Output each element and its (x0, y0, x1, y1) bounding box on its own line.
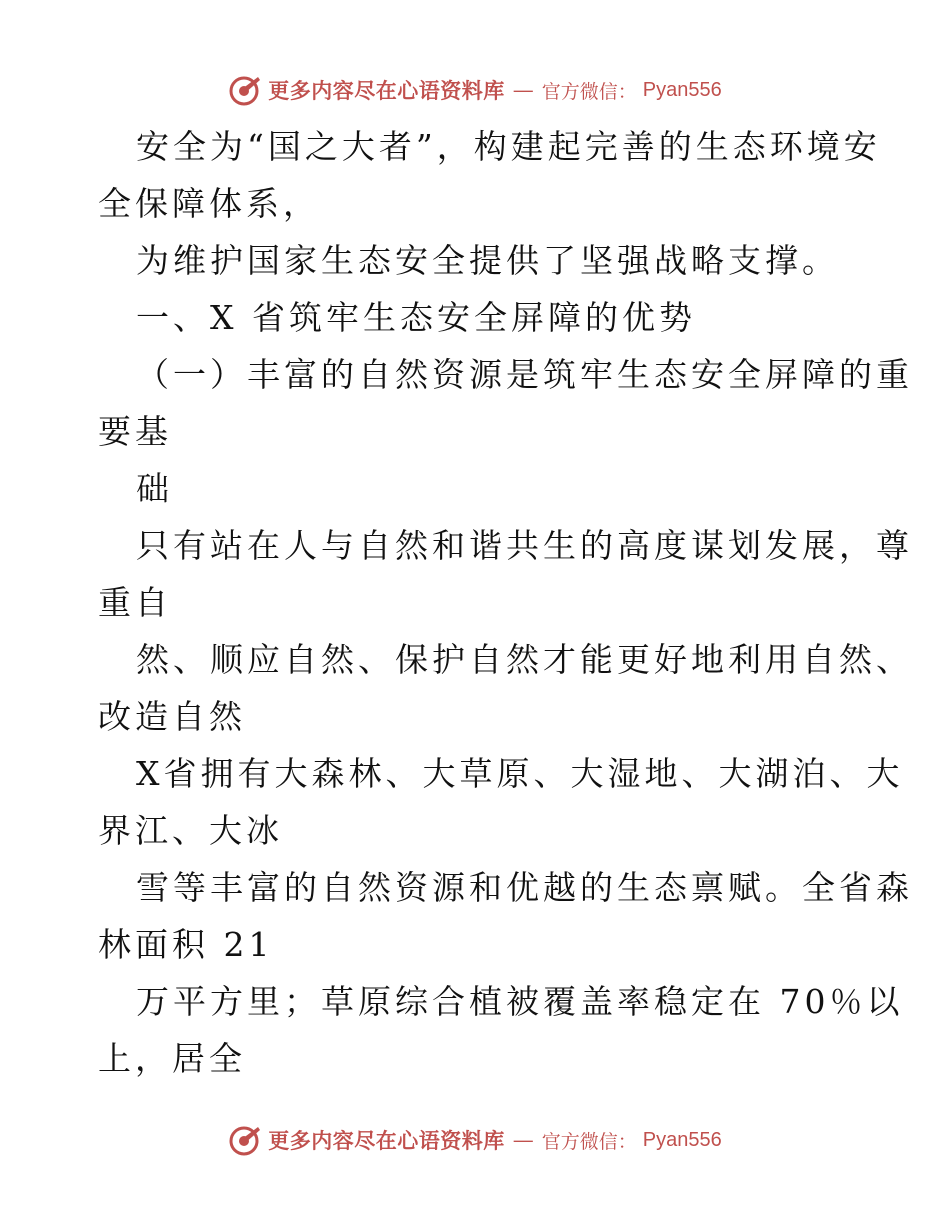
footer-banner-sub-text: 官方微信： (541, 1130, 637, 1153)
body-line: 林面积 21 (98, 925, 274, 964)
footer-banner-id-text: Pyan556 (642, 1128, 722, 1151)
body-line: 万平方里；草原综合植被覆盖率稳定在 70％以 (136, 982, 904, 1021)
body-line: 上，居全 (98, 1039, 246, 1078)
footer-banner-separator: — (512, 1128, 534, 1152)
document-body (98, 118, 913, 1087)
body-line: 要基 (98, 412, 172, 451)
body-line: 重自 (98, 583, 172, 622)
body-line: 界江、大冰 (98, 811, 283, 850)
footer-banner-inner (228, 1123, 721, 1157)
body-line: 雪等丰富的自然资源和优越的生态禀赋。全省森 (136, 868, 913, 907)
brand-logo-icon (228, 73, 262, 107)
header-banner-main-text: 更多内容尽在心语资料库 (268, 78, 505, 103)
header-banner-sub-text: 官方微信： (541, 80, 637, 103)
header-banner-separator: — (512, 78, 534, 102)
header-banner (0, 70, 950, 110)
body-line: X省拥有大森林、大草原、大湿地、大湖泊、大 (136, 754, 904, 793)
body-line: 然、顺应自然、保护自然才能更好地利用自然、 (136, 640, 913, 679)
header-banner-inner (228, 73, 721, 107)
body-line: 全保障体系， (98, 184, 320, 223)
subsection-heading: （一）丰富的自然资源是筑牢生态安全屏障的重 (136, 355, 913, 394)
body-line: 为维护国家生态安全提供了坚强战略支撑。 (136, 241, 839, 280)
brand-logo-icon (228, 1123, 262, 1157)
body-line: 改造自然 (98, 697, 246, 736)
header-banner-id-text: Pyan556 (642, 78, 722, 101)
footer-banner (0, 1120, 950, 1160)
body-line: 只有站在人与自然和谐共生的高度谋划发展，尊 (136, 526, 913, 565)
footer-banner-main-text: 更多内容尽在心语资料库 (268, 1128, 505, 1153)
body-line: 安全为“国之大者”，构建起完善的生态环境安 (136, 127, 881, 166)
body-line: 础 (136, 469, 173, 508)
section-heading: 一、X 省筑牢生态安全屏障的优势 (136, 298, 696, 337)
